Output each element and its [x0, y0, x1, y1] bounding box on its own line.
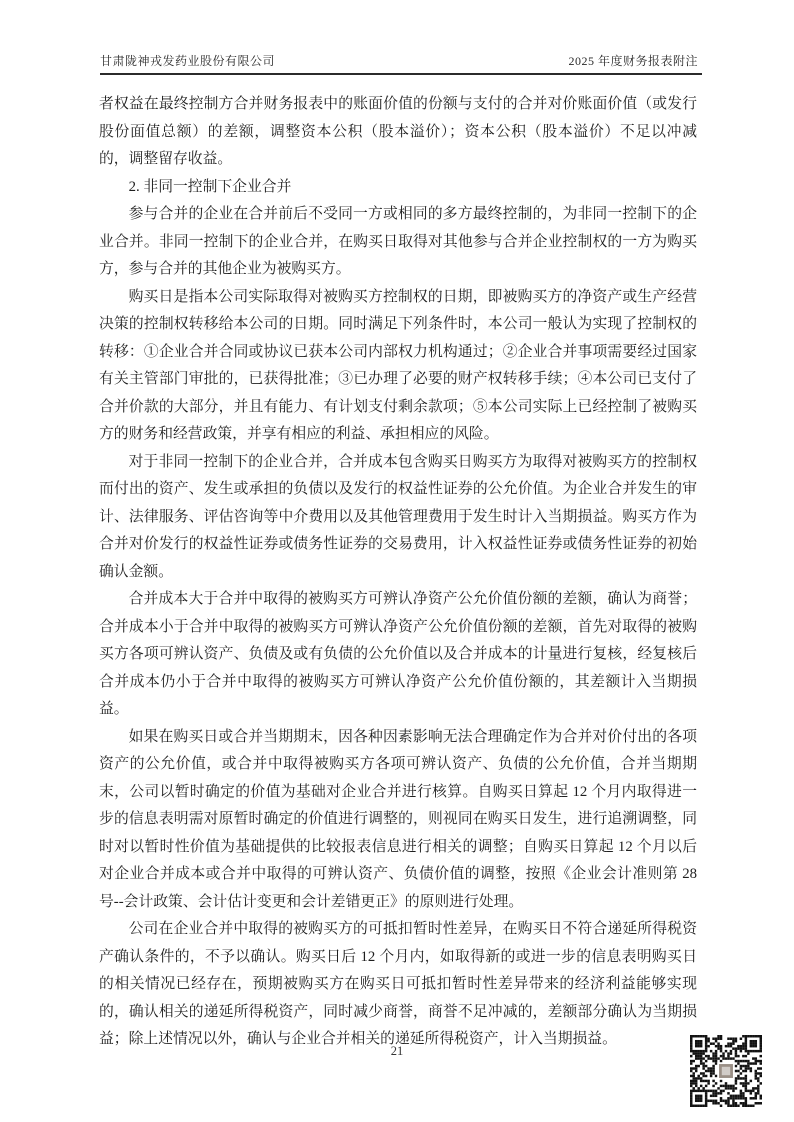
qr-code-image — [690, 1035, 762, 1107]
paragraph-goodwill: 合并成本大于合并中取得的被购买方可辨认净资产公允价值份额的差额，确认为商誉；合并成本小于合并中取得的被购买方可辨认净资产公允价值份额的差额，首先对取得的被购买方各项可辨认资产、负债及或有负债的公允价值以及合并成本的计量进行复核，经复核后合并成本仍小于合并中取得的被购买方可辨认净资产公允价值份额的，其差额计入当期损益。 — [99, 591, 697, 717]
paragraph-provisional-values: 如果在购买日或合并当期期末，因各种因素影响无法合理确定作为合并对价付出的各项资产的公允价值，或合并中取得被购买方各项可辨认资产、负债的公允价值，合并当期期末，公司以暂时确定的价值为基础对企业合并进行核算。自购买日算起 12 个月内取得进一步的信息表明需对原暂时确定的价值进行调整的，则视同在购买日发生，进行追溯调整，同时对以暂时性价值为基础提供的比较报表信息进行相关的调整；自购买日算起 12 个月以后对企业合并成本或合并中取得的可辨认资产、负债价值的调整，按照《企业会计准则第 28 号--会计政策、会计估计变更和会计差错更正》的原则进行处理。 — [99, 728, 697, 910]
paragraph-continuation: 者权益在最终控制方合并财务报表中的账面价值的份额与支付的合并对价账面价值（或发行股份面值总额）的差额，调整资本公积（股本溢价）；资本公积（股本溢价）不足以冲减的，调整留存收益。 — [99, 96, 697, 167]
header-divider — [100, 73, 702, 75]
page-header — [100, 52, 698, 69]
document-body — [99, 91, 697, 1054]
paragraph-deferred-tax: 公司在企业合并中取得的被购买方的可抵扣暂时性差异，在购买日不符合递延所得税资产确认条件的，不予以确认。购买日后 12 个月内，如取得新的或进一步的信息表明购买日的相关情况已经存在，预期被购买方在购买日可抵扣暂时性差异带来的经济利益能够实现的，确认相关的递延所得税资产，同时减少商誉，商誉不足冲减的，差额部分确认为当期损益；除上述情况以外，确认与企业合并相关的递延所得税资产，计入当期损益。 — [99, 921, 697, 1047]
header-company-name: 甘肃陇神戎发药业股份有限公司 — [100, 54, 276, 68]
paragraph-merger-cost: 对于非同一控制下的企业合并，合并成本包含购买日购买方为取得对被购买方的控制权而付出的资产、发生或承担的负债以及发行的权益性证券的公允价值。为企业合并发生的审计、法律服务、评估咨询等中介费用以及其他管理费用于发生时计入当期损益。购买方作为合并对价发行的权益性证券或债务性证券的交易费用，计入权益性证券或债务性证券的初始确认金额。 — [99, 453, 697, 580]
section-heading-business-combination-non-common-control: 2. 非同一控制下企业合并 — [128, 178, 292, 195]
paragraph-acquisition-date: 购买日是指本公司实际取得对被购买方控制权的日期，即被购买方的净资产或生产经营决策的控制权转移给本公司的日期。同时满足下列条件时，本公司一般认为实现了控制权的转移：①企业合并合同或协议已获本公司内部权力机构通过；②企业合并事项需要经过国家有关主管部门审批的，已获得批准；③已办理了必要的财产权转移手续；④本公司已支付了合并价款的大部分，并且有能力、有计划支付剩余款项；⑤本公司实际上已经控制了被购买方的财务和经营政策，并享有相应的利益、承担相应的风险。 — [99, 288, 697, 442]
header-doc-title: 2025 年度财务报表附注 — [568, 54, 698, 68]
page-number: 21 — [390, 1044, 404, 1058]
qr-code — [690, 1035, 762, 1107]
paragraph-definition: 参与合并的企业在合并前后不受同一方或相同的多方最终控制的，为非同一控制下的企业合并。非同一控制下的企业合并，在购买日取得对其他参与合并企业控制权的一方为购买方，参与合并的其他企业为被购买方。 — [99, 206, 697, 277]
